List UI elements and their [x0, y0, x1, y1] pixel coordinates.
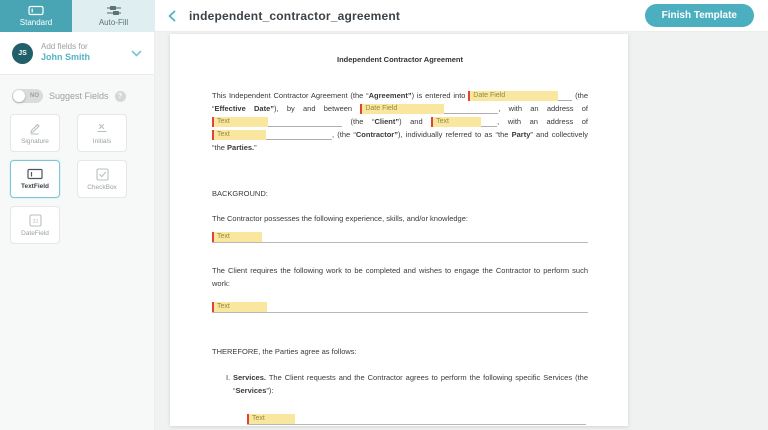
add-fields-selector[interactable]	[0, 32, 154, 75]
toggle-knob	[13, 90, 25, 102]
field-highlight: Date Field	[468, 91, 558, 101]
field-buttons-grid	[10, 114, 154, 244]
list-item-text: Services. The Client requests and the Contractor agrees to perform the following specific Services (the “Services”):	[233, 373, 588, 395]
doc-field-line	[212, 302, 588, 313]
doc-field-text[interactable]	[212, 117, 342, 127]
doc-paragraph: THEREFORE, the Parties agree as follows:	[212, 347, 357, 356]
field-highlight: Text	[212, 117, 268, 127]
doc-field-text[interactable]: Text	[212, 232, 262, 242]
doc-paragraph: This Independent Contractor Agreement (the “Agreement”) is entered into Date Field (the “Effective Date”), by and between Date Field , with an address of Text (the “Client”) and Text , with an address of Text , (the “Contractor”), individually referred to as “the Party” and collectively “the Parties.”	[212, 91, 588, 152]
chevron-left-icon	[166, 9, 178, 23]
back-button[interactable]	[163, 7, 181, 25]
field-button-initials[interactable]	[77, 114, 127, 152]
suggest-fields-toggle[interactable]	[12, 89, 43, 103]
field-button-label: DateField	[21, 229, 49, 237]
field-button-label: Signature	[21, 137, 49, 145]
field-button-checkbox[interactable]	[77, 160, 127, 198]
field-button-label: TextField	[20, 183, 50, 191]
avatar: JS	[12, 43, 33, 64]
field-button-signature[interactable]	[10, 114, 60, 152]
signature-icon	[28, 122, 42, 135]
field-button-datefield[interactable]	[10, 206, 60, 244]
field-button-textfield[interactable]	[10, 160, 60, 198]
doc-field-text[interactable]: Text	[247, 414, 295, 424]
doc-field-line	[212, 232, 588, 243]
add-fields-text	[41, 42, 90, 64]
document-body	[212, 89, 588, 426]
field-button-label: Initials	[92, 137, 112, 145]
finish-template-button[interactable]: Finish Template	[645, 4, 754, 27]
sidebar	[0, 32, 155, 430]
document-canvas[interactable]	[155, 32, 768, 430]
field-highlight: Text	[212, 130, 266, 140]
svg-text:31: 31	[31, 218, 39, 225]
doc-field-date-field[interactable]	[360, 104, 498, 114]
doc-paragraph: The Contractor possesses the following experience, skills, and/or knowledge:	[212, 214, 468, 223]
document-heading: Independent Contractor Agreement	[337, 55, 463, 64]
header-bar	[155, 0, 768, 32]
document-title: independent_contractor_agreement	[189, 8, 401, 23]
field-highlight: Text	[431, 117, 481, 127]
auto-fill-icon	[106, 5, 122, 16]
recipient-name: John Smith	[41, 52, 90, 63]
doc-paragraph: BACKGROUND:	[212, 189, 268, 198]
suggest-fields-row	[12, 89, 142, 103]
doc-field-date-field[interactable]	[468, 91, 572, 101]
text-field-icon	[27, 168, 43, 180]
sidebar-tabs	[0, 0, 155, 32]
add-fields-label: Add fields for	[41, 42, 88, 51]
text-field-icon	[28, 5, 44, 16]
calendar-icon	[29, 214, 42, 227]
field-button-label: CheckBox	[87, 183, 117, 191]
doc-field-text[interactable]	[212, 130, 332, 140]
tab-auto-fill[interactable]	[72, 0, 155, 32]
field-highlight: Date Field	[360, 104, 444, 114]
toggle-state-label: NO	[30, 93, 39, 100]
help-icon[interactable]: ?	[115, 91, 126, 102]
chevron-down-icon[interactable]	[131, 50, 142, 57]
doc-field-line	[247, 414, 586, 425]
tab-auto-fill-label: Auto-Fill	[98, 18, 129, 27]
list-number: I.	[226, 373, 231, 382]
doc-paragraph: The Client requires the following work to be completed and wishes to engage the Contractor to perform such work:	[212, 266, 588, 288]
doc-list-item	[212, 371, 588, 397]
suggest-fields-label: Suggest Fields	[49, 91, 109, 102]
document-page	[170, 34, 628, 426]
doc-field-text[interactable]	[431, 117, 497, 127]
doc-field-text[interactable]: Text	[212, 302, 267, 312]
initials-icon	[95, 122, 109, 135]
tab-standard[interactable]	[0, 0, 72, 32]
checkbox-icon	[96, 168, 109, 181]
tab-standard-label: Standard	[19, 18, 53, 27]
